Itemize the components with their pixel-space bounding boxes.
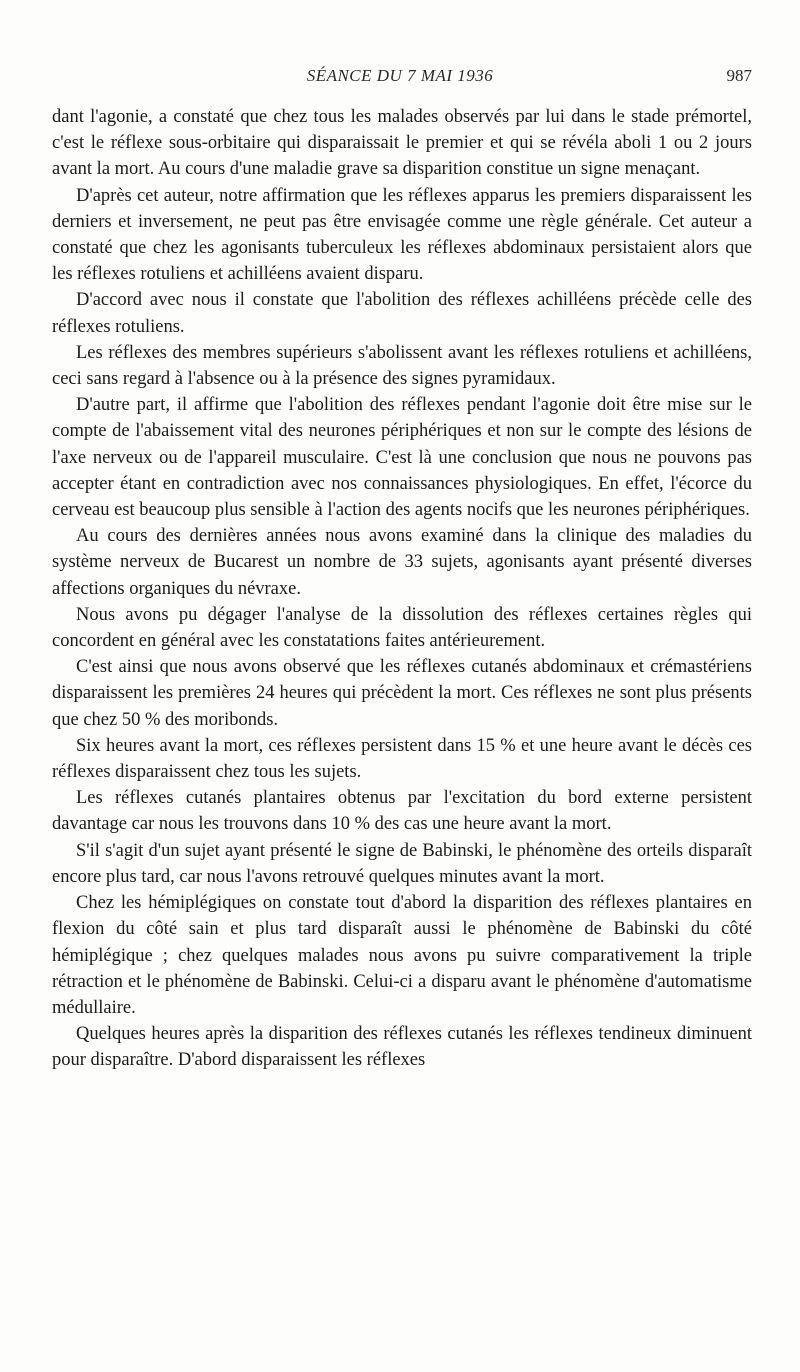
paragraph-8: C'est ainsi que nous avons observé que les réflexes cutanés abdominaux et crémastériens disparaissent les premières 24 heures qui précèdent la mort. Ces réflexes ne sont plus présents que chez 50 % des moribonds. — [52, 657, 752, 730]
paragraph-1: dant l'agonie, a constaté que chez tous les malades observés par lui dans le stade prémortel, c'est le réflexe sous-orbitaire qui disparaissait le premier et qui se révéla aboli 1 ou 2 jours avant la mort. Au cours d'une maladie grave sa disparition constitue un signe menaçant. — [52, 107, 752, 180]
running-title: SÉANCE DU 7 MAI 1936 — [306, 66, 494, 85]
body-text — [52, 104, 752, 1074]
paragraph-13: Quelques heures après la disparition des réflexes cutanés les réflexes tendineux diminuent pour disparaître. D'abord disparaissent les réflexes — [52, 1024, 752, 1071]
paragraph-12: Chez les hémiplégiques on constate tout d'abord la disparition des réflexes plantaires en flexion du côté sain et plus tard disparaît aussi le phénomène de Babinski du côté hémiplégique ; chez quelques malades nous avons pu suivre comparativement la triple rétraction et le phénomène de Babinski. Celui-ci a disparu avant le phénomène d'automatisme médullaire. — [52, 893, 752, 1018]
paragraph-9: Six heures avant la mort, ces réflexes persistent dans 15 % et une heure avant le décès ces réflexes disparaissent chez tous les sujets. — [52, 735, 752, 783]
paragraph-6: Au cours des dernières années nous avons examiné dans la clinique des maladies du système nerveux de Bucarest un nombre de 33 sujets, agonisants ayant présenté diverses affections organiques du névraxe. — [52, 526, 752, 599]
paragraph-3: D'accord avec nous il constate que l'abolition des réflexes achilléens précède celle des réflexes rotuliens. — [52, 290, 752, 337]
paragraph-11: S'il s'agit d'un sujet ayant présenté le signe de Babinski, le phénomène des orteils disparaît encore plus tard, car nous l'avons retrouvé quelques minutes avant la mort. — [52, 840, 752, 887]
page-number: 987 — [726, 66, 752, 85]
running-head — [0, 64, 800, 88]
paragraph-7: Nous avons pu dégager l'analyse de la dissolution des réflexes certaines règles qui concordent en général avec les constatations faites antérieurement. — [52, 604, 752, 652]
paragraph-5: D'autre part, il affirme que l'abolition des réflexes pendant l'agonie doit être mise sur le compte de l'abaissement vital des neurones périphériques et non sur le compte des lésions de l'axe nerveux ou de l'appareil musculaire. C'est là une conclusion que nous ne pouvons pas accepter étant en contradiction avec nos connaissances physiologiques. En effet, l'écorce du cerveau est beaucoup plus sensible à l'action des agents nocifs que les neurones périphériques. — [52, 395, 752, 521]
paragraph-10: Les réflexes cutanés plantaires obtenus par l'excitation du bord externe persistent davantage car nous les trouvons dans 10 % des cas une heure avant la mort. — [52, 788, 752, 835]
paragraph-4: Les réflexes des membres supérieurs s'abolissent avant les réflexes rotuliens et achilléens, ceci sans regard à l'absence ou à la présence des signes pyramidaux. — [52, 342, 752, 390]
paragraph-2: D'après cet auteur, notre affirmation que les réflexes apparus les premiers disparaissent les derniers et inversement, ne peut pas être envisagée comme une règle générale. Cet auteur a constaté que chez les agonisants tuberculeux les réflexes abdominaux persistaient alors que les réflexes rotuliens et achilléens avaient disparu. — [52, 185, 752, 285]
